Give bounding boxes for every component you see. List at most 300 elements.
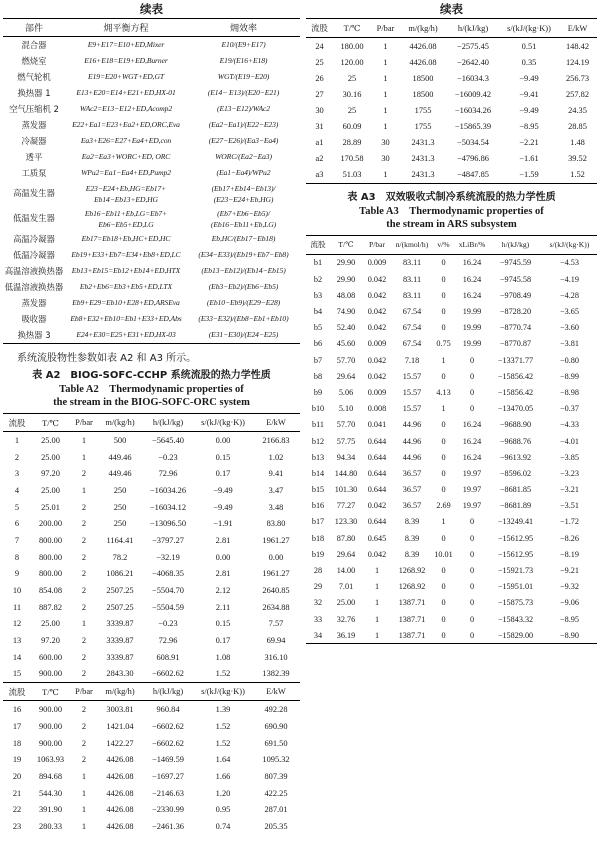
col-header: m/(kg/h) bbox=[98, 683, 142, 701]
table-a2 bbox=[3, 413, 300, 682]
table-cell: 26 bbox=[315, 73, 324, 83]
table-cell: −9.21 bbox=[560, 566, 579, 575]
table-cell: 900.00 bbox=[38, 738, 63, 748]
table-cell: 32.76 bbox=[336, 614, 356, 624]
table-cell: 250 bbox=[113, 485, 127, 495]
exergy-efficiency: (Eb13−Eb12)/(Eb14−Eb15) bbox=[201, 266, 286, 275]
table-cell: 1 bbox=[383, 170, 388, 180]
table-cell: 0 bbox=[441, 323, 446, 333]
table-cell: 0.17 bbox=[215, 636, 231, 646]
table-cell: 148.42 bbox=[565, 41, 590, 51]
table-cell: 0.00 bbox=[268, 552, 284, 562]
table-cell: 2 bbox=[81, 705, 87, 715]
body-paragraph: 系统流股物性参数如表 A2 和 A3 所示。 bbox=[17, 353, 197, 364]
table-cell: −5504.70 bbox=[152, 586, 184, 596]
table-row bbox=[3, 37, 300, 54]
table-cell: 287.01 bbox=[264, 805, 288, 815]
table-cell: 500 bbox=[113, 435, 127, 445]
table-cell: 0 bbox=[441, 485, 446, 495]
table-cell: −8728.20 bbox=[499, 307, 532, 316]
table-cell: 57.70 bbox=[336, 355, 356, 365]
table-cell: 1 bbox=[81, 805, 87, 815]
table-cell: 39.52 bbox=[568, 154, 587, 164]
col-header: v/% bbox=[432, 235, 455, 254]
table-cell: 11 bbox=[12, 602, 22, 612]
table-cell: 25 bbox=[315, 57, 324, 67]
table-cell: 690.90 bbox=[264, 721, 288, 731]
col-header: T/℃ bbox=[31, 683, 70, 701]
table-cell: 4426.08 bbox=[106, 755, 134, 765]
table-cell: 1086.21 bbox=[106, 569, 134, 579]
table-cell: 25 bbox=[347, 73, 357, 83]
table-cell: −8.98 bbox=[560, 387, 579, 397]
continued-label: 续表 bbox=[140, 2, 163, 16]
table-cell: 15 bbox=[12, 669, 22, 679]
table-cell: 1 bbox=[374, 598, 380, 608]
exergy-balance-equation: WPu2=Ea1−Ea4+ED,Pump2 bbox=[81, 168, 171, 177]
table-cell: 900.00 bbox=[38, 669, 63, 679]
table-cell: 14.00 bbox=[336, 566, 356, 575]
table-row bbox=[306, 38, 597, 55]
exergy-efficiency: (E34−E33)/(Eb19+Eb7−Eb8) bbox=[198, 250, 289, 259]
col-header: E/kW bbox=[558, 19, 597, 38]
table-cell: 2634.88 bbox=[262, 602, 290, 612]
table-row bbox=[3, 735, 300, 752]
table-cell: b6 bbox=[313, 339, 323, 349]
table-cell: 1268.92 bbox=[398, 582, 426, 592]
component-name: 燃气轮机 bbox=[17, 72, 51, 82]
table-cell: 67.54 bbox=[402, 339, 422, 349]
table-row bbox=[3, 599, 300, 616]
table-cell: −4796.86 bbox=[457, 154, 489, 164]
table-row bbox=[3, 181, 300, 206]
table-a2-header bbox=[3, 414, 300, 432]
col-header: m/(kg/h) bbox=[400, 19, 446, 38]
component-name: 燃烧室 bbox=[21, 56, 47, 66]
table-cell: −4068.35 bbox=[152, 569, 184, 579]
table-a3-header bbox=[306, 235, 597, 254]
table-cell: 67.54 bbox=[402, 323, 422, 333]
right-column bbox=[306, 0, 597, 644]
table-cell: 16.24 bbox=[462, 452, 482, 462]
table-cell: 1 bbox=[441, 355, 446, 365]
table-row bbox=[3, 582, 300, 599]
table-cell: 13 bbox=[12, 636, 22, 646]
table-cell: 30 bbox=[381, 154, 390, 164]
exergy-efficiency: WGT/(E19−E20) bbox=[217, 72, 270, 81]
table-row bbox=[306, 86, 597, 102]
col-header: T/℃ bbox=[330, 235, 362, 254]
table-cell: 8 bbox=[14, 552, 20, 562]
table-cell: 0.009 bbox=[367, 387, 387, 397]
table-cell: 1.48 bbox=[570, 138, 585, 148]
table-a2-continued-header bbox=[306, 19, 597, 38]
table-cell: 1164.41 bbox=[106, 535, 134, 545]
table-cell: 205.35 bbox=[264, 821, 288, 831]
table-cell: 2 bbox=[81, 519, 87, 529]
col-header: m/(kg/h) bbox=[98, 414, 142, 432]
table-cell: 0 bbox=[441, 307, 446, 316]
table-cell: 74.90 bbox=[336, 307, 356, 316]
table-cell: −0.37 bbox=[560, 404, 579, 414]
table-a2-part2-body bbox=[3, 701, 300, 835]
table-cell: 30.16 bbox=[342, 89, 362, 99]
table-cell: 1755 bbox=[414, 122, 432, 132]
table-cell: 60.09 bbox=[342, 122, 362, 132]
table-cell: −32.19 bbox=[156, 552, 180, 562]
table-cell: 0 bbox=[441, 436, 446, 446]
table-row bbox=[306, 102, 597, 118]
table-cell: 4426.08 bbox=[106, 821, 134, 831]
table-cell: 2.12 bbox=[215, 586, 231, 596]
table-cell: 123.30 bbox=[334, 517, 358, 527]
component-name: 吸收器 bbox=[21, 314, 47, 324]
table-cell: 3339.87 bbox=[106, 636, 134, 646]
table-cell: −8681.89 bbox=[499, 501, 532, 511]
table-cell: 1.52 bbox=[215, 669, 231, 679]
table-a1-continued bbox=[3, 18, 300, 344]
table-cell: 44.96 bbox=[402, 420, 422, 430]
table-cell: 22 bbox=[12, 805, 22, 815]
table-a2-part2 bbox=[3, 682, 300, 835]
table-cell: −1.72 bbox=[560, 517, 579, 527]
table-cell: −15612.95 bbox=[497, 533, 534, 543]
col-header: s/(kJ/(kg·K)) bbox=[500, 19, 558, 38]
table-row bbox=[3, 117, 300, 133]
table-cell: 2843.30 bbox=[106, 669, 134, 679]
table-row bbox=[3, 785, 300, 802]
component-name: 高温发生器 bbox=[13, 188, 55, 198]
table-row bbox=[3, 295, 300, 311]
table-cell: 5.10 bbox=[338, 404, 354, 414]
table-cell: 7.01 bbox=[338, 582, 354, 592]
table-cell: 0.00 bbox=[215, 552, 231, 562]
table-cell: 1063.93 bbox=[36, 755, 65, 765]
table-cell: 0 bbox=[441, 598, 446, 608]
table-cell: −9.49 bbox=[519, 105, 539, 115]
table-cell: b14 bbox=[311, 468, 325, 478]
table-row bbox=[3, 449, 300, 466]
table-cell: a2 bbox=[315, 154, 324, 164]
table-cell: 25.00 bbox=[41, 435, 60, 445]
table-row bbox=[3, 718, 300, 735]
table-cell: 0 bbox=[441, 566, 446, 575]
table-cell: 16 bbox=[12, 705, 22, 715]
table-cell: −2330.99 bbox=[152, 805, 184, 815]
table-cell: −15829.00 bbox=[497, 630, 534, 640]
table-cell: 1 bbox=[383, 89, 388, 99]
col-header: P/bar bbox=[70, 683, 98, 701]
table-cell: 3 bbox=[14, 469, 20, 479]
table-cell: 0.644 bbox=[367, 452, 387, 462]
table-row bbox=[3, 247, 300, 263]
exergy-balance-equation: E13+E20=E14+E21+ED,HX-01 bbox=[76, 88, 176, 97]
table-cell: 97.20 bbox=[41, 469, 60, 479]
table-cell: 1.52 bbox=[215, 721, 231, 731]
table-cell: 72.96 bbox=[158, 469, 178, 479]
table-cell: 2 bbox=[14, 452, 20, 462]
table-cell: 19.99 bbox=[462, 339, 482, 349]
table-cell: 1.08 bbox=[215, 652, 231, 662]
col-header: P/bar bbox=[362, 235, 392, 254]
exergy-balance-equation: Eb2+Eb6=Eb3+Eb5+ED,LTX bbox=[79, 282, 173, 291]
table-cell: 2 bbox=[81, 755, 87, 765]
table-cell: −3.65 bbox=[560, 307, 579, 316]
table-cell: 1 bbox=[81, 771, 87, 781]
table-row bbox=[3, 133, 300, 149]
table-cell: −0.80 bbox=[560, 355, 579, 365]
table-cell: 77.27 bbox=[336, 501, 356, 511]
table-cell: 2 bbox=[81, 502, 87, 512]
table-cell: 2.81 bbox=[215, 569, 231, 579]
table-cell: 69.94 bbox=[266, 636, 286, 646]
table-cell: −1697.27 bbox=[152, 771, 184, 781]
table-cell: −1.59 bbox=[519, 170, 539, 180]
table-cell: −8.90 bbox=[560, 630, 579, 640]
table-a3-body bbox=[306, 254, 597, 644]
table-cell: −13371.77 bbox=[497, 355, 534, 365]
table-cell: b13 bbox=[311, 452, 325, 462]
table-cell: 16.24 bbox=[462, 290, 482, 300]
table-cell: 2 bbox=[81, 552, 87, 562]
table-cell: −5645.40 bbox=[152, 435, 184, 445]
table-cell: 0.041 bbox=[367, 420, 387, 430]
table-cell: −3.81 bbox=[560, 339, 579, 349]
table-cell: 250 bbox=[113, 519, 127, 529]
table-cell: 18500 bbox=[412, 73, 434, 83]
table-cell: −13249.41 bbox=[497, 517, 534, 527]
table-cell: 800.00 bbox=[38, 535, 63, 545]
table-cell: 1421.04 bbox=[106, 721, 134, 731]
table-cell: −9688.90 bbox=[499, 420, 532, 430]
table-row bbox=[306, 151, 597, 167]
table-cell: a1 bbox=[315, 138, 324, 148]
table-cell: −0.23 bbox=[158, 619, 178, 629]
component-name: 混合器 bbox=[21, 40, 47, 50]
table-cell: 27 bbox=[315, 89, 324, 99]
table-cell: 32 bbox=[313, 598, 323, 608]
table-cell: 0.15 bbox=[215, 619, 231, 629]
table-cell: 48.08 bbox=[336, 290, 356, 300]
table-cell: 492.28 bbox=[264, 705, 288, 715]
table-cell: −9.49 bbox=[519, 73, 539, 83]
table-cell: 16.24 bbox=[462, 420, 482, 430]
table-cell: 101.30 bbox=[334, 485, 358, 495]
table-cell: 8.39 bbox=[404, 517, 420, 527]
exergy-balance-equation: Eb9+E29=Eb10+E28+ED,ARSEva bbox=[72, 298, 180, 307]
table-row bbox=[3, 701, 300, 718]
table-cell: 36.19 bbox=[336, 630, 356, 640]
table-cell: 52.40 bbox=[336, 323, 356, 333]
exergy-balance-equation: Eb17=Eb18+Eb,HC+ED,HC bbox=[81, 234, 171, 243]
table-a3-caption-en-line1: Table A3 Thermodynamic properties of bbox=[359, 205, 544, 217]
table-cell: 0.644 bbox=[367, 517, 387, 527]
table-cell: 28 bbox=[313, 566, 323, 575]
table-cell: 1268.92 bbox=[398, 566, 426, 575]
table-cell: −6602.62 bbox=[152, 721, 184, 731]
table-row bbox=[3, 327, 300, 344]
table-cell: 0.042 bbox=[367, 307, 387, 316]
table-cell: 600.00 bbox=[38, 652, 63, 662]
table-cell: 1 bbox=[374, 566, 380, 575]
table-cell: −8770.74 bbox=[499, 323, 532, 333]
exergy-balance-equation: Eb13+Eb15=Eb12+Eb14+ED,HTX bbox=[71, 266, 181, 275]
table-row bbox=[3, 532, 300, 549]
table-cell: −0.23 bbox=[158, 452, 178, 462]
table-row bbox=[3, 311, 300, 327]
exergy-balance-equation: Eb19+E33+Eb7=E34+Eb8+ED,LC bbox=[71, 250, 181, 259]
table-cell: b3 bbox=[313, 290, 323, 300]
table-cell: b10 bbox=[311, 404, 325, 414]
table-cell: −3.85 bbox=[560, 452, 579, 462]
table-cell: 14 bbox=[12, 652, 22, 662]
table-cell: 19.99 bbox=[462, 307, 482, 316]
table-cell: 16.24 bbox=[462, 258, 482, 268]
table-cell: 0 bbox=[469, 533, 475, 543]
table-cell: −8681.85 bbox=[499, 485, 532, 495]
table-cell: 2640.85 bbox=[262, 586, 290, 596]
table-cell: 2431.3 bbox=[411, 154, 435, 164]
table-cell: 8.39 bbox=[404, 533, 420, 543]
table-cell: 1.66 bbox=[215, 771, 231, 781]
table-cell: 120.00 bbox=[340, 57, 364, 67]
table-cell: 0 bbox=[441, 630, 446, 640]
col-header: 㶲效率 bbox=[187, 19, 300, 37]
table-cell: 316.10 bbox=[264, 652, 288, 662]
col-header: h/(kJ/kg) bbox=[446, 19, 500, 38]
table-a2-body bbox=[3, 432, 300, 683]
table-row bbox=[306, 254, 597, 271]
table-row bbox=[306, 417, 597, 433]
table-cell: 807.39 bbox=[264, 771, 288, 781]
table-cell: 256.73 bbox=[565, 73, 590, 83]
col-header: s/(kJ/(kg·K)) bbox=[542, 235, 597, 254]
table-cell: 854.08 bbox=[38, 586, 63, 596]
col-header: E/kW bbox=[252, 414, 300, 432]
table-cell: 200.00 bbox=[38, 519, 63, 529]
table-row bbox=[3, 432, 300, 449]
exergy-balance-equation: E23−E24+Eb,HG=Eb17+ Eb14−Eb13+ED,HG bbox=[85, 183, 167, 204]
table-cell: −5504.59 bbox=[152, 602, 184, 612]
table-cell: −15856.42 bbox=[497, 387, 534, 397]
table-cell: b2 bbox=[313, 274, 323, 284]
table-cell: 0 bbox=[469, 582, 475, 592]
table-cell: 20 bbox=[12, 771, 22, 781]
table-cell: b8 bbox=[313, 371, 323, 381]
col-header: h/(kJ/kg) bbox=[142, 414, 194, 432]
table-a3 bbox=[306, 235, 597, 645]
table-cell: −13470.05 bbox=[497, 404, 534, 414]
table-cell: 0 bbox=[441, 258, 446, 268]
table-row bbox=[3, 165, 300, 181]
table-cell: −4847.85 bbox=[457, 170, 489, 180]
table-row bbox=[3, 499, 300, 516]
table-cell: 0 bbox=[441, 468, 446, 478]
table-cell: −3797.27 bbox=[152, 535, 184, 545]
col-header: 部件 bbox=[3, 19, 65, 37]
table-cell: −6602.62 bbox=[152, 738, 184, 748]
table-cell: b5 bbox=[313, 323, 323, 333]
table-cell: 180.00 bbox=[340, 41, 364, 51]
component-name: 低温冷凝器 bbox=[13, 250, 55, 260]
table-cell: 3339.87 bbox=[106, 619, 134, 629]
table-cell: 4 bbox=[14, 485, 20, 495]
table-cell: 0 bbox=[469, 517, 475, 527]
exergy-balance-equation: Ea2=Ea3+WORC+ED, ORC bbox=[81, 152, 171, 161]
table-row bbox=[306, 627, 597, 644]
table-cell: −1469.59 bbox=[152, 755, 184, 765]
table-cell: 1 bbox=[81, 452, 87, 462]
table-cell: 25.00 bbox=[41, 485, 60, 495]
table-cell: 544.30 bbox=[38, 788, 63, 798]
table-cell: 0.75 bbox=[436, 339, 451, 349]
table-cell: 0 bbox=[469, 549, 475, 559]
table-cell: 0.042 bbox=[367, 549, 387, 559]
table-cell: 894.68 bbox=[38, 771, 63, 781]
table-cell: 1 bbox=[441, 404, 446, 414]
table-cell: 0.00 bbox=[215, 435, 231, 445]
table-cell: 4.13 bbox=[436, 387, 451, 397]
table-cell: −16034.3 bbox=[457, 73, 489, 83]
table-cell: 0.644 bbox=[367, 468, 387, 478]
table-cell: 83.11 bbox=[402, 290, 422, 300]
exergy-balance-equation: E9+E17=E10+ED,Mixer bbox=[87, 40, 165, 49]
table-cell: 1.20 bbox=[215, 788, 231, 798]
table-cell: 1 bbox=[383, 105, 388, 115]
table-cell: 23 bbox=[12, 821, 22, 831]
table-cell: 0 bbox=[469, 598, 475, 608]
component-name: 空气压缩机 2 bbox=[9, 104, 59, 114]
table-cell: 1422.27 bbox=[106, 738, 134, 748]
table-cell: 2.69 bbox=[436, 501, 451, 511]
component-name: 低温发生器 bbox=[13, 213, 55, 223]
table-cell: 1755 bbox=[414, 105, 432, 115]
table-a1-body bbox=[3, 37, 300, 344]
table-cell: 2 bbox=[81, 569, 87, 579]
table-cell: 7.18 bbox=[404, 355, 420, 365]
table-cell: 0 bbox=[441, 614, 446, 624]
table-row bbox=[3, 53, 300, 69]
table-cell: 29 bbox=[313, 582, 323, 592]
table-cell: 7 bbox=[14, 535, 20, 545]
table-cell: 0.042 bbox=[367, 501, 387, 511]
table-cell: 29.90 bbox=[336, 274, 356, 284]
table-row bbox=[3, 616, 300, 633]
table-cell: b1 bbox=[313, 258, 323, 268]
exergy-efficiency: (Ea1−Ea4)/WPu2 bbox=[216, 168, 271, 177]
table-cell: 25.00 bbox=[336, 598, 356, 608]
table-cell: 0 bbox=[469, 387, 475, 397]
table-cell: −5034.54 bbox=[457, 138, 489, 148]
table-a2-caption-cn: 表 A2 BIOG-SOFC-CCHP 系统流股的热力学性质 bbox=[32, 370, 271, 381]
table-cell: 1 bbox=[383, 41, 388, 51]
table-row bbox=[306, 70, 597, 86]
col-header: h/(kJ/kg) bbox=[142, 683, 194, 701]
table-row bbox=[306, 498, 597, 514]
table-cell: 280.33 bbox=[38, 821, 63, 831]
table-row bbox=[306, 546, 597, 562]
table-row bbox=[306, 562, 597, 578]
table-cell: b18 bbox=[311, 533, 325, 543]
table-cell: 4426.08 bbox=[106, 771, 134, 781]
component-name: 换热器 3 bbox=[17, 330, 51, 340]
table-row bbox=[306, 368, 597, 384]
table-a3-caption-en-line2: the stream in ARS subsystem bbox=[386, 218, 517, 230]
table-cell: 0 bbox=[441, 533, 446, 543]
exergy-efficiency: WORC/(Ea2−Ea3) bbox=[215, 152, 272, 161]
table-row bbox=[306, 118, 597, 134]
table-cell: 0.95 bbox=[215, 805, 231, 815]
